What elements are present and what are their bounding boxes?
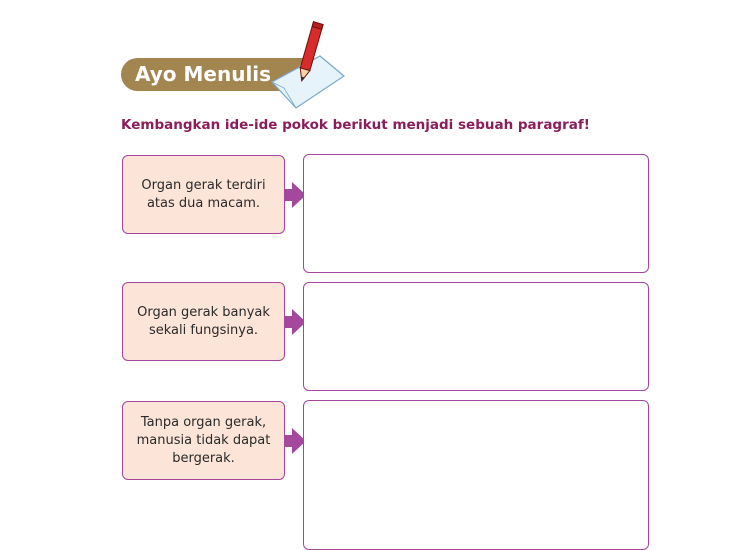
writing-box-1[interactable] <box>303 154 649 273</box>
pencil-paper-icon <box>266 18 350 110</box>
idea-1-line-2: atas dua macam. <box>146 195 261 211</box>
idea-box-1 <box>122 155 285 234</box>
idea-3-line-3: bergerak. <box>172 450 235 466</box>
idea-3-line-2: manusia tidak dapat <box>136 432 271 448</box>
section-title: Ayo Menulis <box>135 62 272 86</box>
idea-box-2 <box>122 282 285 361</box>
instruction-text: Kembangkan ide-ide pokok berikut menjadi sebuah paragraf! <box>121 117 590 133</box>
idea-box-3 <box>122 401 285 480</box>
writing-box-2[interactable] <box>303 282 649 391</box>
idea-2-line-1: Organ gerak banyak <box>137 304 270 320</box>
idea-2-line-2: sekali fungsinya. <box>148 322 259 338</box>
idea-3-line-1: Tanpa organ gerak, <box>140 414 267 430</box>
idea-1-line-1: Organ gerak terdiri <box>141 177 266 193</box>
writing-box-3[interactable] <box>303 400 649 550</box>
